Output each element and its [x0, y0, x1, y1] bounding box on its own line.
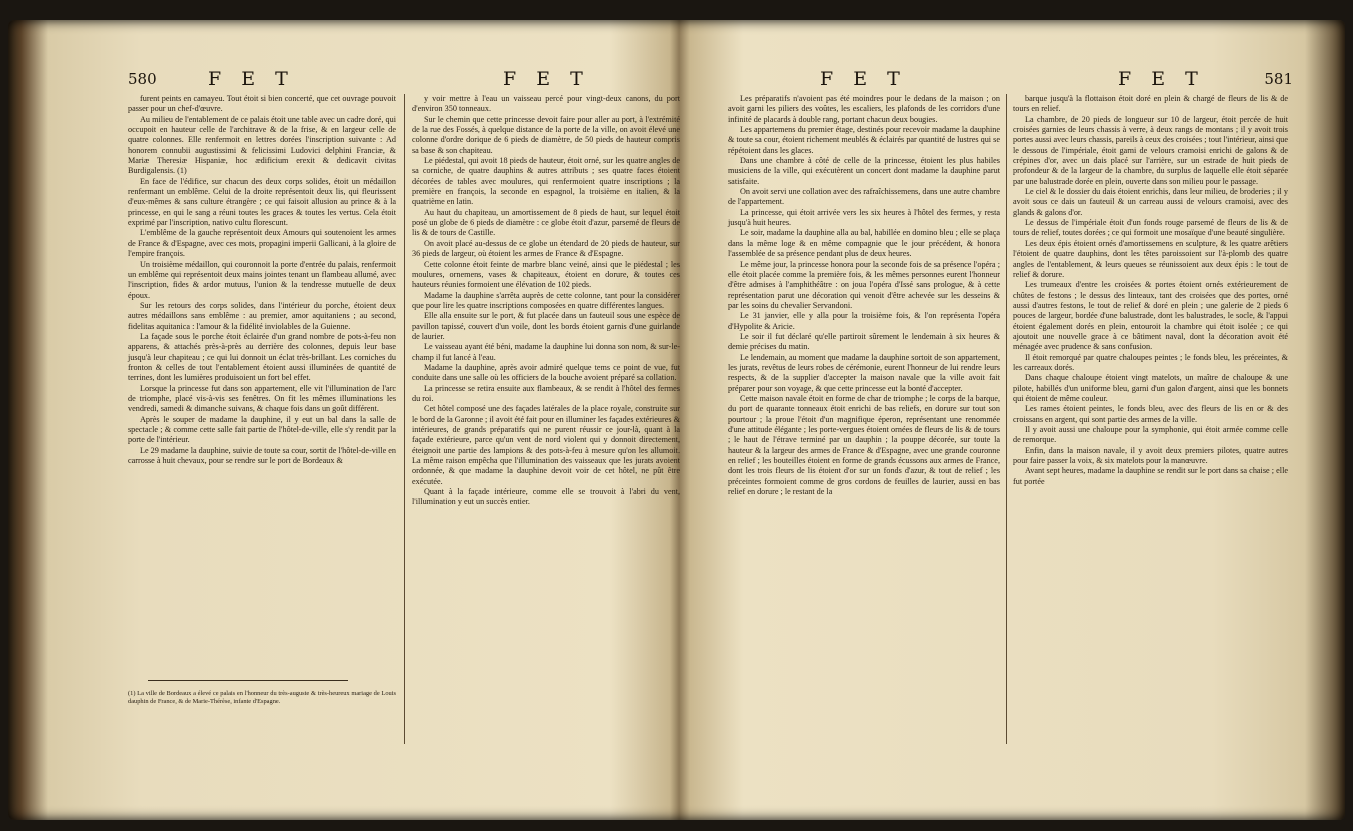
running-head-left: F E T — [820, 68, 907, 90]
paragraph: Le dessus de l'impériale étoit d'un fonds rouge parsemé de fleurs de lis & de tours de relief, toutes dorées ; ce qui formoit une mosaïque d'une beauté singulière. — [1013, 218, 1288, 238]
paragraph: Avant sept heures, madame la dauphine se rendit sur le port dans sa chaise ; elle fut portée — [1013, 466, 1288, 486]
paragraph: barque jusqu'à la flottaison étoit doré en plein & chargé de fleurs de lis & de tours en relief. — [1013, 94, 1288, 114]
paragraph: Madame la dauphine s'arrêta auprès de cette colonne, tant pour la considérer que pour lire les quatre inscriptions composées en quatre différentes langues. — [412, 290, 680, 310]
paragraph: La princesse se retira ensuite aux flambeaux, & se rendit à l'hôtel des fermes du roi. — [412, 383, 680, 403]
paragraph: Sur le chemin que cette princesse devoit faire pour aller au port, à l'extrémité de la rue des Fossés, à quelque distance de la porte de la ville, on avoit élevé une colonne d'ordre dorique de 6 pieds de diamètre, de 50 pieds de hauteur compris sa base & son chapiteau. — [412, 114, 680, 155]
paragraph: Les préparatifs n'avoient pas été moindres pour le dedans de la maison ; on avoit garni les piliers des voûtes, les escaliers, les plafonds de les corridors d'une infinité de placards à double rang, portant chacun deux bougies. — [728, 94, 1000, 124]
right-column-1 — [728, 94, 1000, 497]
paragraph: Le soir il fut déclaré qu'elle partiroit sûrement le lendemain à six heures & demie précises du matin. — [728, 331, 1000, 352]
paragraph: Le piédestal, qui avoit 18 pieds de hauteur, étoit orné, sur les quatre angles de sa corniche, de quatre dauphins & autres attributs ; ses quatre faces étoient décorées de tables avec moulures, qui renfermoient quatre inscriptions ; la première en françois, la seconde en espagnol, la troisième en italien, & la quatrième en latin. — [412, 156, 680, 207]
paragraph: On avoit servi une collation avec des rafraîchissemens, dans une autre chambre de l'appartement. — [728, 187, 1000, 207]
page-number: 580 — [128, 70, 157, 88]
paragraph: En face de l'édifice, sur chacun des deux corps solides, étoit un médaillon renfermant un emblême. Celui de la droite représentoit deux lis, qui fleurissent d'eux-mêmes & sans culture étrangère ; ce qui faisoit allusion au prince & à la princesse, en qui le sang a réuni toutes les graces & toutes les vertus. Cela étoit exprimé par l'inscription, nativo cultu florescunt. — [128, 176, 396, 228]
footnote: (1) La ville de Bordeaux a élevé ce palais en l'honneur du très-auguste & très-heureux mariage de Louis dauphin de France, & de Marie-Thérèse, infante d'Espagne. — [128, 690, 396, 705]
paragraph: Le 29 madame la dauphine, suivie de toute sa cour, sortit de l'hôtel-de-ville en carrosse à huit chevaux, pour se rendre sur le port de Bordeaux & — [128, 445, 397, 466]
paragraph: L'emblême de la gauche représentoit deux Amours qui soutenoient les armes de France & d'Espagne, avec ces mots, propagini imperii Gallicani, à la gloire de l'empire françois. — [128, 228, 396, 259]
paragraph: Le même jour, la princesse honora pour la seconde fois de sa présence l'opéra ; elle étoit placée comme la première fois, & les mêmes personnes eurent l'honneur d'être admises à l'amphithéâtre : on joua l'opéra d'Issé sans prologue, & à cette représentation parut une décoration qui venoit d'être achevée sur les desseins & par les soins du chevalier Servandoni. — [728, 259, 1000, 310]
left-column-2 — [412, 94, 680, 508]
open-book — [8, 20, 1345, 820]
left-page — [128, 20, 688, 820]
paragraph: Il étoit remorqué par quatre chaloupes peintes ; le fonds bleu, les préceintes, & les carreaux dorés. — [1013, 352, 1288, 372]
paragraph: furent peints en camayeu. Tout étoit si bien concerté, que cet ouvrage pouvoit passer pour un chef-d'œuvre. — [128, 94, 396, 114]
right-page — [708, 20, 1293, 820]
paragraph: La chambre, de 20 pieds de longueur sur 10 de largeur, étoit percée de huit croisées garnies de leurs chassis à verre, à deux rangs de montans ; il y avoit trois portes aussi avec leurs chassis, pareils à ceux des croisées ; tout l'intérieur, ainsi que le dessous de l'impériale, étoit garni de velours cramoisi enrichi de galons & de crépines d'or, avec un dais placé sur l'arrière, sur un estrade de huit pieds de profondeur & de la largeur de la chambre, du surplus de laquelle elle étoit séparée par une balustrade dorée en plein, ouverte dans son milieu pour le passage. — [1013, 114, 1288, 186]
running-head — [128, 68, 688, 90]
paragraph: Cette colonne étoit feinte de marbre blanc veiné, ainsi que le piédestal ; les moulures, ornemens, vases & chapiteaux, étoient en dorure, & toutes ces hauteurs réunies formoient une élévation de 102 pieds. — [412, 259, 680, 290]
paragraph: Le lendemain, au moment que madame la dauphine sortoit de son appartement, les jurats, revêtus de leurs robes de cérémonie, eurent l'honneur de lui rendre leurs respects, & de la supplier d'accepter la maison navale que la ville avoit fait préparer pour son voyage, & que cette princesse eut la bonté d'accepter. — [728, 352, 1000, 393]
paragraph: Après le souper de madame la dauphine, il y eut un bal dans la salle de spectacle ; & comme cette salle fait partie de l'hôtel-de-ville, elle s'y rendit par la porte de l'intérieur. — [128, 414, 396, 445]
paragraph: Madame la dauphine, après avoir admiré quelque tems ce point de vue, fut conduite dans une salle où les officiers de la bouche avoient préparé sa collation. — [412, 362, 680, 383]
paragraph: Les trumeaux d'entre les croisées & portes étoient ornés extérieurement de chûtes de festons ; le dessus des linteaux, tant des croisées que des portes, orné aussi d'autres festons, le tout de relief & doré en plein ; une galerie de 2 pieds 6 pouces de largeur, bordée d'une balustrade, dont les balustrades, le socle, & l'appui étoient également dorés en plein, entouroit la chambre qui étoit isolée ; ce qui ajoutoit une nouvelle grace à ce bâtiment naval, dont la décoration avoit été ménagée avec prudence & sans confusion. — [1013, 280, 1288, 352]
paragraph: Le vaisseau ayant été béni, madame la dauphine lui donna son nom, & sur-le-champ il fut lancé à l'eau. — [412, 342, 680, 362]
paragraph: Elle alla ensuite sur le port, & fut placée dans un fauteuil sous une espèce de pavillon tapissé, couvert d'un voile, dont les bords étoient garnis d'une guirlande de laurier. — [412, 311, 680, 341]
paragraph: Les deux épis étoient ornés d'amortissemens en sculpture, & les quatre arêtiers l'étoient de quatre dauphins, dont les têtes paroissoient sur l'à-plomb des quatre angles de l'entablement, & leurs queues se réunissoient aux deux épis : le tout de relief & dorure. — [1013, 238, 1288, 279]
paragraph: La façade sous le porche étoit éclairée d'un grand nombre de pots-à-feu non apparens, & attachés près-à-près au derrière des colonnes, depuis leur base jusqu'à leur chapiteau ; ce qui lui donnoit un éclat très-brillant. Les corniches du fronton & celles de tout l'entablement étoient aussi illuminées de quantité de terrines, dont les lumières produisoient un fort bel effet. — [128, 331, 396, 383]
paragraph: Enfin, dans la maison navale, il y avoit deux premiers pilotes, quatre autres pour faire passer la voix, & six matelots pour la manœuvre. — [1013, 445, 1288, 466]
paragraph: Les rames étoient peintes, le fonds bleu, avec des fleurs de lis en or & des croissans en argent, qui sont partie des armes de la ville. — [1013, 404, 1288, 424]
paragraph: Quant à la façade intérieure, comme elle se trouvoit à l'abri du vent, l'illumination y eut un succès entier. — [412, 487, 680, 507]
paragraph: Cet hôtel composé une des façades latérales de la place royale, construite sur le bord de la Garonne ; il avoit été fait pour en illuminer les façades extérieures & intérieures, de grands préparatifs qui ne purent réussir ce jour-là, quant à la façade extérieure, parce qu'un vent de nord violent qui y donnoit directement, éteignoit une partie des lampions & des pots-à-feu à mesure qu'on les allumoit. La même raison empêcha que l'illumination des vaisseaux que les jurats avoient ordonnée, & que madame la dauphine devoit voir de cet hôtel, ne pût être exécutée. — [412, 404, 680, 486]
running-head — [708, 68, 1293, 90]
paragraph: Au haut du chapiteau, un amortissement de 8 pieds de haut, sur lequel étoit posé un globe de 6 pieds de diamètre : ce globe étoit d'azur, parsemé de fleurs de lis & de tours de Castille. — [412, 207, 680, 238]
paragraph: Le soir, madame la dauphine alla au bal, habillée en domino bleu ; elle se plaça dans la même loge & en même compagnie que le jour précédent, & honora l'assemblée de sa présence pendant plus de deux heures. — [728, 228, 1000, 259]
column-rule — [1006, 94, 1007, 744]
paragraph: On avoit placé au-dessus de ce globe un étendard de 20 pieds de hauteur, sur 36 pieds de largeur, où étoient les armes de France & d'Espagne. — [412, 238, 680, 259]
paragraph: Les appartemens du premier étage, destinés pour recevoir madame la dauphine & toute sa cour, étoient richement meublés & éclairés par quantité de lustres qui se répétoient dans les glaces. — [728, 125, 1000, 155]
paragraph: Le ciel & le dossier du dais étoient enrichis, dans leur milieu, de broderies ; il y avoit sous ce dais un fauteuil & un carreau aussi de velours cramoisi, avec des glands & galons d'or. — [1013, 187, 1288, 217]
paragraph: Il y avoit aussi une chaloupe pour la symphonie, qui étoit armée comme celle de remorque. — [1013, 425, 1288, 445]
paragraph: Cette maison navale étoit en forme de char de triomphe ; le corps de la barque, du port de quarante tonneaux étoit enrichi de bas reliefs, en dorure sur tout son pourtour ; la proue l'étoit d'un magnifique éperon, représentant une renommée d'une attitude élégante ; les porte-vergues étoient ornées de fleurs de lis & de tours ; le haut de l'étrave terminé par un dauphin ; la pouppe décorée, sur toute la hauteur & la largeur des armes de France & d'Espagne, avec une grande couronne en relief ; les bouteilles étoient en forme de grands écussons aux armes de France, dont les trois fleurs de lis étoient d'or sur un fonds d'azur, & tout de relief ; les préceintes formoient comme de gros cordons de feuilles de laurier, aussi en bas relief en dorure ; le restant de la — [728, 393, 1000, 497]
paragraph: Un troisième médaillon, qui couronnoit la porte d'entrée du palais, renfermoit un emblême qui représentoit deux mains jointes tenant un flambeau allumé, avec l'inscription, fides & ardor mutuus, l'union & la tendresse mutuelle de deux époux. — [128, 259, 396, 300]
paragraph: La princesse, qui étoit arrivée vers les six heures à l'hôtel des fermes, y resta jusqu'à huit heures. — [728, 207, 1000, 228]
paragraph: Dans chaque chaloupe étoient vingt matelots, un maître de chaloupe & une pilote, habillés d'un uniforme bleu, garni d'un galon d'argent, ainsi que les bonnets qui étoient de même couleur. — [1013, 373, 1288, 403]
left-column-1 — [128, 94, 396, 466]
paragraph: Le 31 janvier, elle y alla pour la troisième fois, & l'on représenta l'opéra d'Hypolite & Aricie. — [728, 311, 1000, 331]
page-number: 581 — [1264, 70, 1293, 88]
paragraph: Dans une chambre à côté de celle de la princesse, étoient les plus habiles musiciens de la ville, qui exécutèrent un concert dont madame la dauphine parut satisfaite. — [728, 156, 1000, 186]
right-column-2 — [1013, 94, 1288, 487]
paragraph: Lorsque la princesse fut dans son appartement, elle vit l'illumination de l'arc de triomphe, placé vis-à-vis ses fenêtres. On fit les mêmes illuminations les vendredi, samedi & dimanche suivans, & chaque fois dans un goût différent. — [128, 383, 396, 414]
paragraph: y voir mettre à l'eau un vaisseau percé pour vingt-deux canons, du port d'environ 350 tonneaux. — [412, 94, 680, 114]
paragraph: Sur les retours des corps solides, dans l'intérieur du porche, étoient deux autres médaillons sans emblême : au premier, amor aquitaniens ; au second, fidelitas aquitanica : l'amour & la fidélité inviolables de la Guienne. — [128, 300, 396, 331]
column-rule — [404, 94, 405, 744]
footnote-rule — [148, 680, 348, 681]
running-head-right: F E T — [1118, 68, 1205, 90]
running-head-right: F E T — [503, 68, 590, 90]
running-head-left: F E T — [208, 68, 295, 90]
paragraph: Au milieu de l'entablement de ce palais étoit une table avec un cadre doré, qui occupoit en hauteur celle de l'architrave & de la frise, & en largeur celle de quatre colonnes. Elle renfermoit en lettres dorées l'inscription suivante : Ad honorem connubii augustissimi & felicissimi Ludovici delphini Franciæ, & Mariæ Theresiæ Hispaniæ, hoc ædificium erexit & dedicavit civitas Burdigalensis. (1) — [128, 114, 396, 176]
